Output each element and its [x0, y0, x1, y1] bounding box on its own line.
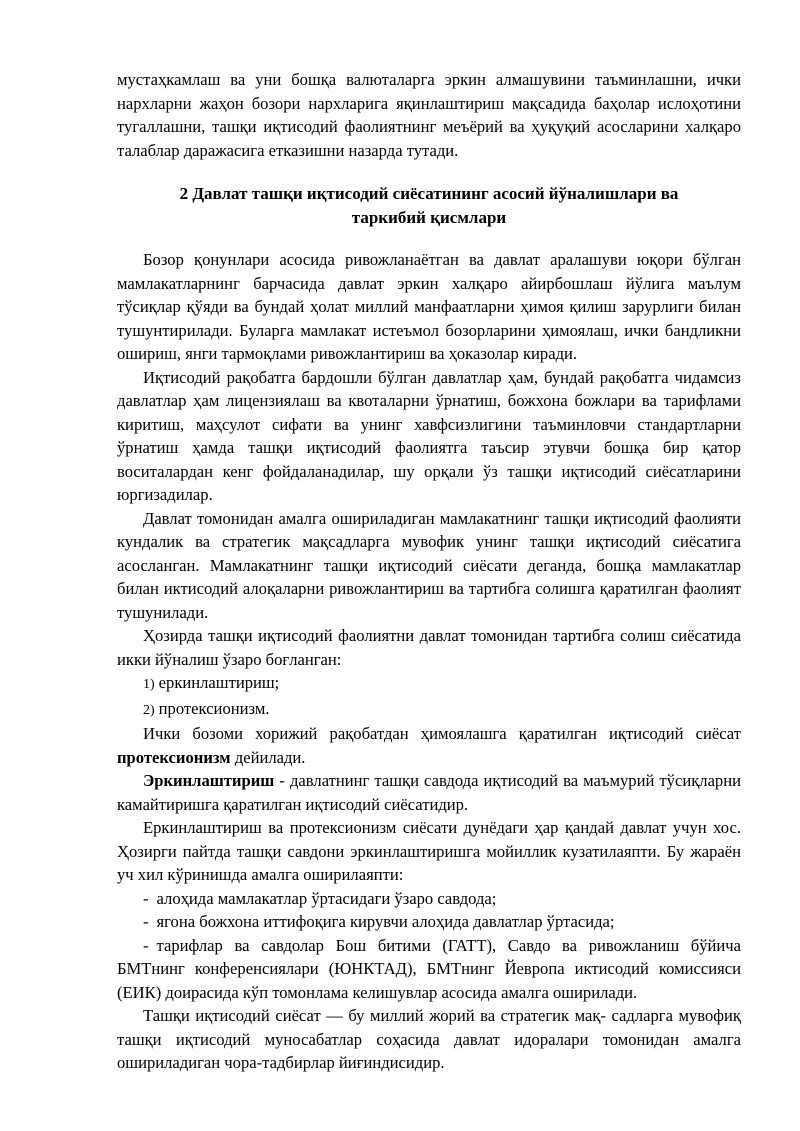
paragraph-6 — [117, 769, 741, 816]
paragraph-2: Иқтисодий рақобатга бардошли бўлган давлатлар ҳам, бундай рақобатга чидамсиз давлатлар ҳам лицензиялаш ва квоталарни ўрнатиш, божхона божлари ва тарифлами киритиш, маҳсулот сифати ва унинг хавфсизлигини таъминловчи стандартларни ўрнатиш ҳамда ташқи иқтисодий фаолиятга таъсир этувчи бошқа бир қатор воситалардан кенг фойдаланадилар, шу орқали ўз ташқи иқтисодий сиёсатларини юргизадилар. — [117, 367, 741, 504]
list-item — [117, 697, 741, 723]
term-liberalization: Эркинлаштириш — [143, 771, 275, 790]
list-text: еркинлаштириш; — [158, 673, 280, 692]
dash-marker: - — [143, 935, 149, 955]
paragraph-7: Еркинлаштириш ва протексионизм сиёсати дунёдаги ҳар қандай давлат учун хос. Ҳозирги пайтда ташқи савдони эркинлаштиришга мойиллик кузатилаяпти. Бу жараён уч хил кўринишда амалга оширилаяпти: — [117, 818, 741, 884]
list-number: 1) — [143, 677, 155, 692]
paragraph-1: Бозор қонунлари асосида ривожланаётган ва давлат аралашуви юқори бўлган мамлакатларнинг барчасида давлат эркин халқаро айирбошлаш йўлига маълум тўсиқлар қўяди ва бундай ҳолат миллий манфаатларни ҳимоя қилиш зарурлиги билан тушунтирилади. Буларга мамлакат истеъмол бозорларини ҳимоялаш, ички бандликни ошириш, янги тармоқлами ривожлантириш ва ҳоказолар киради. — [117, 250, 741, 363]
paragraph-4: Ҳозирда ташқи иқтисодий фаолиятни давлат томонидан тартибга солиш сиёсатида икки йўналиш ўзаро боғланган: — [117, 626, 741, 669]
paragraph-5-tail: дейилади. — [230, 747, 306, 767]
paragraph-5 — [117, 722, 741, 769]
dash-list — [117, 887, 741, 1005]
dash-text: ягона божхона иттифоқига кирувчи алоҳида давлатлар ўртасида; — [156, 912, 615, 931]
numbered-list — [117, 671, 741, 722]
list-text: протексионизм. — [158, 698, 270, 718]
dash-text: тарифлар ва савдолар Бош битими (ГАТТ), Савдо ва ривожланиш бўйича БМТнинг конференсиялари (ЮНКТАД), БМТнинг Йевропа иктисодий комиссияси (ЕИК) доирасида кўп томонлама келишувлар асосида амалга оширилади. — [117, 935, 741, 1002]
dash-marker: - — [143, 888, 149, 908]
paragraph-3: Давлат томонидан амалга ошириладиган мамлакатнинг ташқи иқтисодий фаолияти кундалик ва стратегик мақсадларга мувофик унинг ташқи иқтисодий сиёсатига асосланган. Мамлакатнинг ташқи иқтисодий сиёсати деганда, бошқа мамлакатлар билан иктисодий алоқаларни ривожлантириш ва тартибга солишга қаратилган фаолият тушунилади. — [117, 508, 741, 622]
dash-list-item — [117, 910, 741, 934]
section-heading: 2 Давлат ташқи иқтисодий сиёсатининг асосий йўналишлари ва таркибий қисмлари — [179, 184, 679, 227]
paragraph-8: Ташқи иқтисодий сиёсат — бу миллий жорий ва стратегик мақ- садларга мувофиқ ташқи иқтисодий муносабатлар соҳасида давлат идоралари томонидан амалга ошириладиган чора-тадбирлар йиғиндисидир. — [117, 1006, 741, 1072]
dash-list-item — [117, 934, 741, 1005]
paragraph-6-text: - давлатнинг ташқи савдода иқтисодий ва маъмурий тўсиқларни камайтиришга қаратилган иқтисодий сиёсатидир. — [117, 771, 741, 814]
list-number: 2) — [143, 702, 155, 718]
term-protectionism: протексионизм — [117, 747, 231, 767]
dash-list-item — [117, 887, 741, 911]
dash-text: алоҳида мамлакатлар ўртасидаги ўзаро савдода; — [156, 888, 497, 908]
document-page — [117, 68, 741, 1075]
intro-paragraph: мустаҳкамлаш ва уни бошқа валюталарга эркин алмашувини таъминлашни, ички нархларни жаҳон бозори нархларига яқинлаштириш мақсадида баҳолар ислоҳотини тугаллашни, ташқи иқтисодий фаолиятнинг меъёрий ва ҳуқуқий асосларини халқаро талаблар даражасига етказишни назарда тутади. — [117, 70, 741, 160]
list-item — [117, 671, 741, 697]
dash-marker: - — [143, 912, 149, 931]
paragraph-5-text: Ички бозоми хорижий рақобатдан ҳимоялашга қаратилган иқтисодий сиёсат — [143, 724, 741, 743]
